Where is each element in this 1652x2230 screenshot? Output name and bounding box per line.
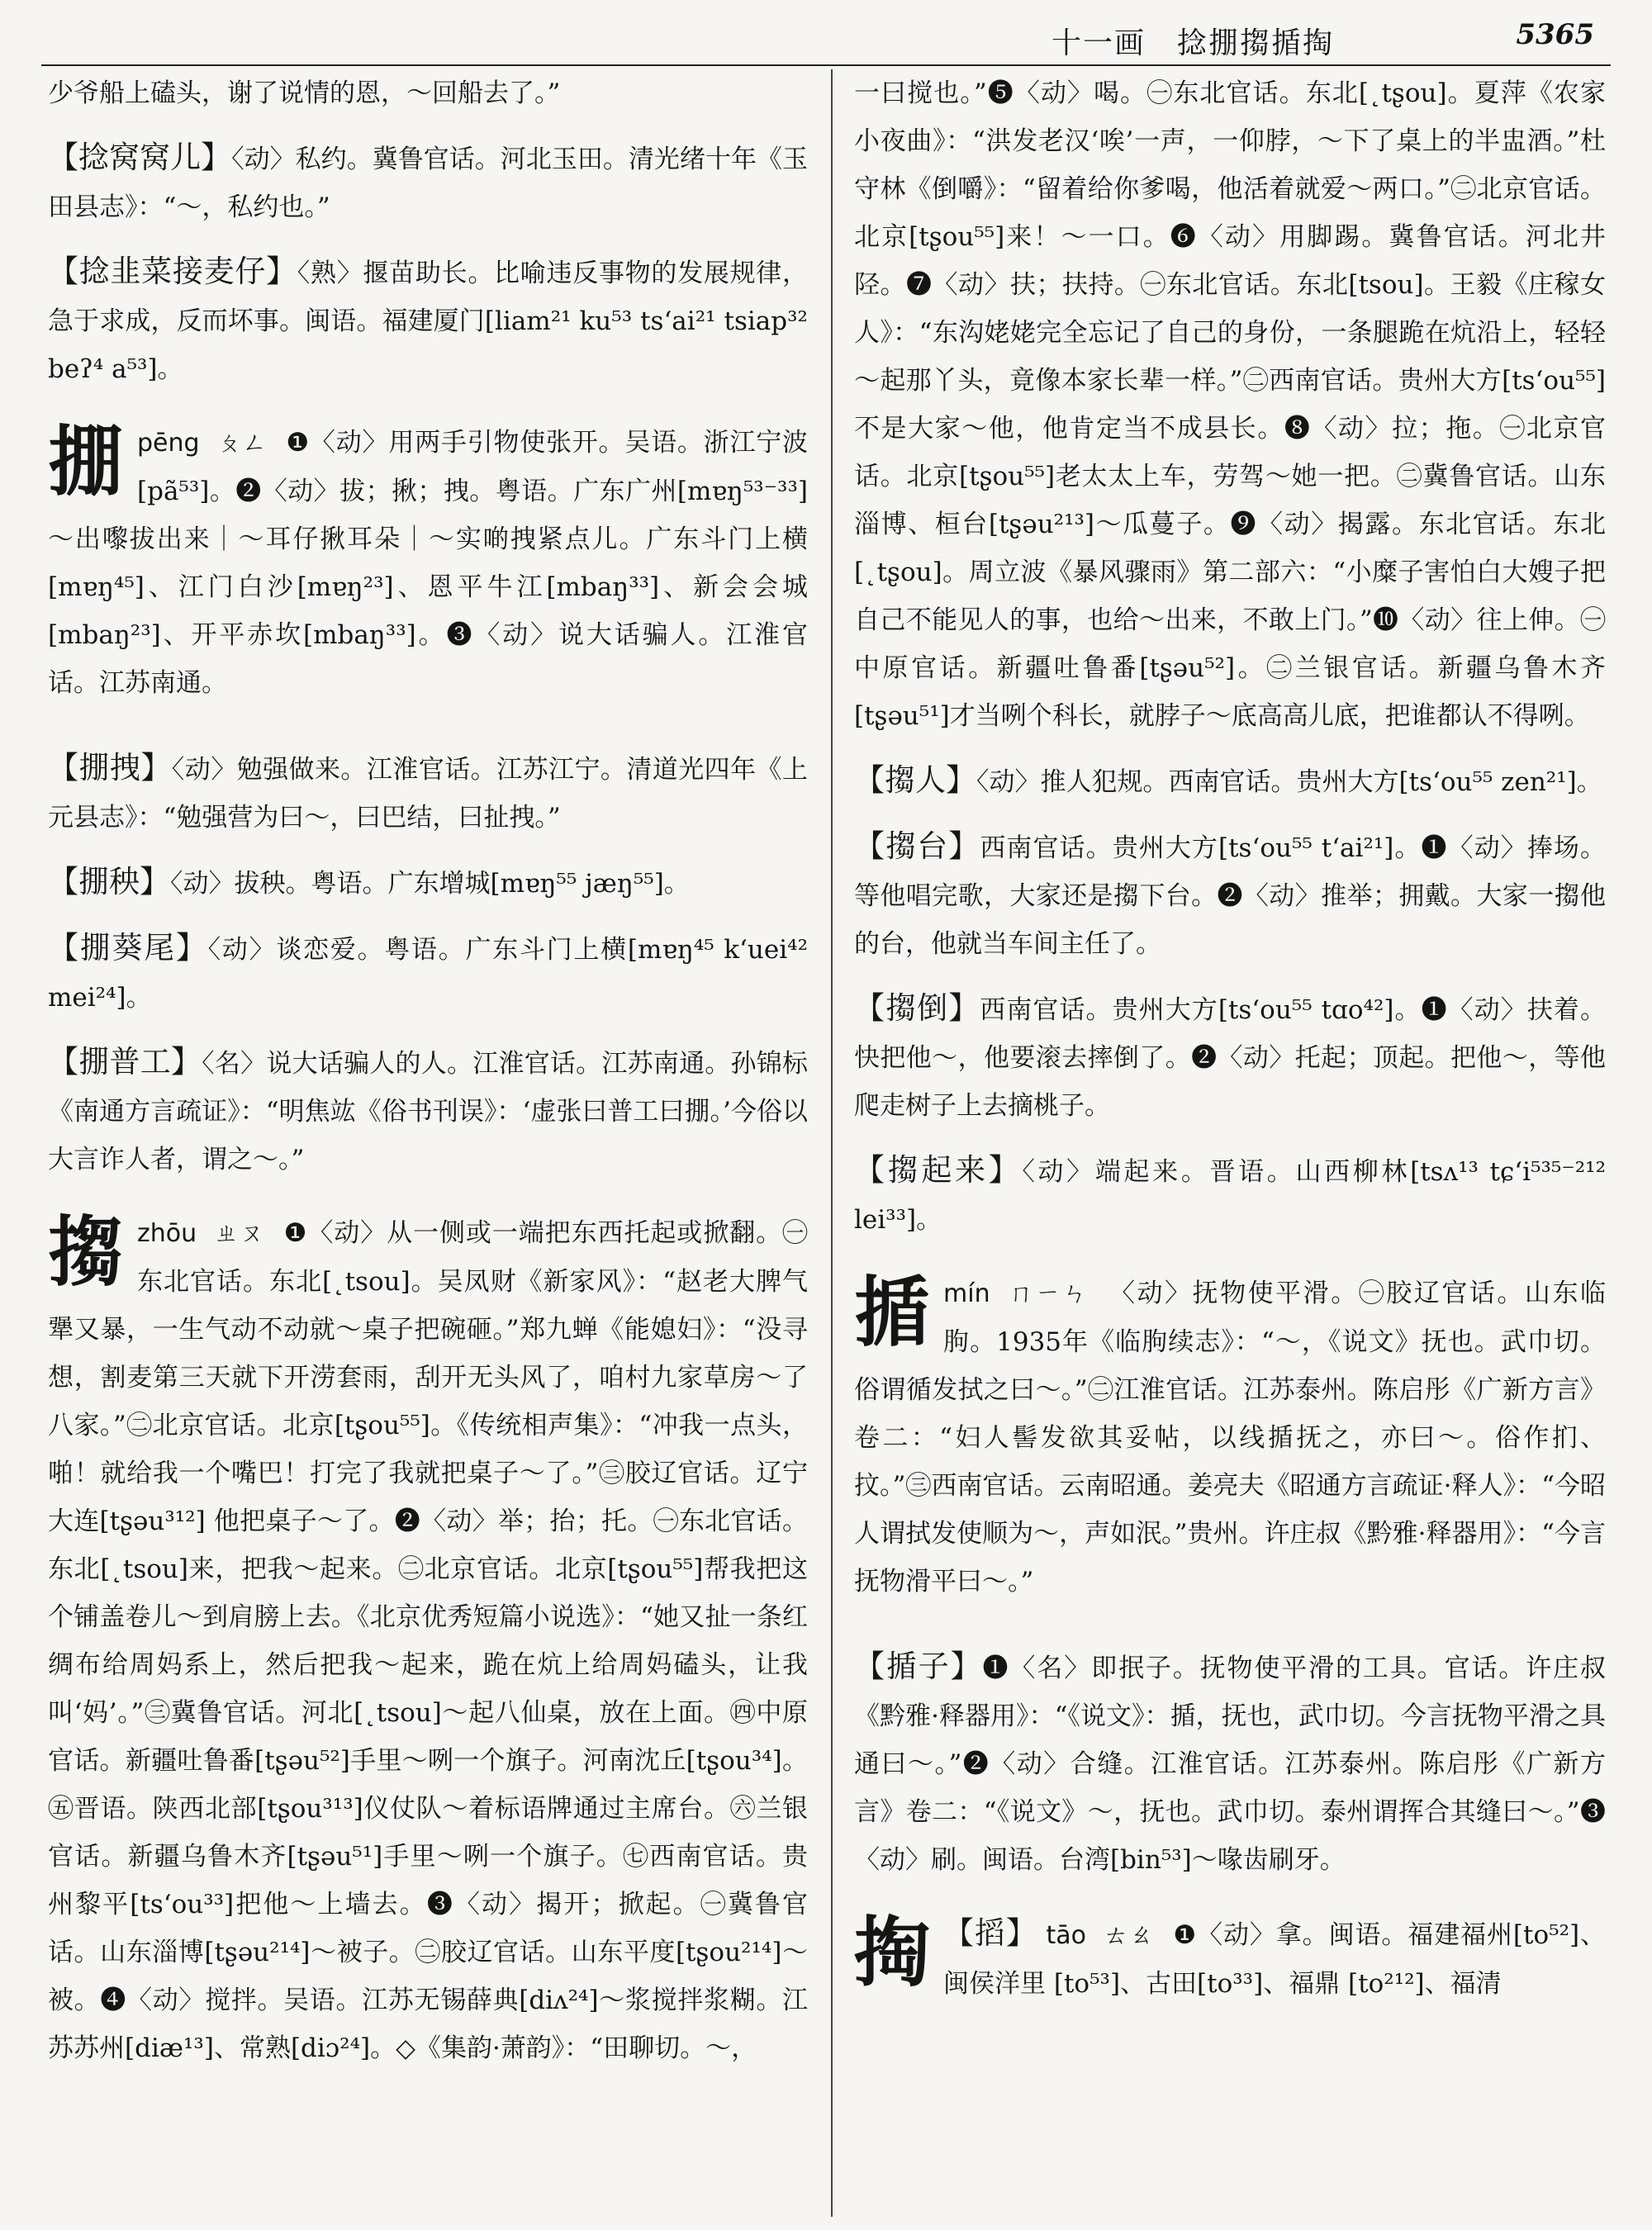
headword-entry-min: [854, 1269, 1606, 1631]
header-rule: [41, 64, 1611, 66]
headword-char: 揗: [854, 1268, 931, 1357]
left-column: [48, 69, 808, 2213]
entry-text: 〈动〉私约。冀鲁官话。河北玉田。清光绪十年《玉田县志》：“～，私约也。”: [48, 145, 808, 222]
headword-zhuyin: ㄊㄠ: [1103, 1921, 1155, 1950]
dictionary-entry: [854, 1146, 1606, 1244]
page-number: 5365: [1516, 18, 1594, 51]
headword-char: 掏: [854, 1908, 931, 1997]
headword-pinyin: zhōu: [137, 1219, 197, 1248]
entry-term: 【搊倒】: [854, 990, 980, 1026]
entry-text: 〈动〉勉强做来。江淮官话。江苏江宁。清道光四年《上元县志》：“勉强营为曰～，曰巴结，曰扯拽。”: [48, 755, 808, 833]
dictionary-entry: [854, 985, 1606, 1130]
variant-form: 【搯】: [943, 1915, 1037, 1951]
headword-pinyin: tāo: [1046, 1921, 1087, 1950]
headword-definition: ❶〈动〉用两手引物使张开。吴语。浙江宁波[pã⁵³]。❷〈动〉拔；揪；拽。粤语。广东广州[mɐŋ⁵³⁻³³]～出嚟拔出来｜～耳仔揪耳朵｜～实啲拽紧点儿。广东斗门上横[mɐŋ⁴⁵]、江门白沙[mɐŋ²³]、恩平牛江[mbaŋ³³]、新会会城 [mbaŋ²³]、开平赤坎[mbaŋ³³]。❸〈动〉说大话骗人。江淮官话。江苏南通。: [48, 428, 808, 698]
entry-text: 少爷船上磕头，谢了说情的恩，～回船去了。”: [48, 78, 561, 108]
entry-text: 〈动〉端起来。晋语。山西柳林[tsʌ¹³ tɕ‘i⁵³⁵⁻²¹² lei³³]。: [854, 1157, 1606, 1235]
continuation-text: [48, 69, 808, 117]
entry-term: 【掤拽】: [48, 750, 172, 785]
right-column: [854, 69, 1606, 2213]
headword-zhuyin: ㄓㄡ: [213, 1219, 265, 1248]
column-divider: [831, 69, 833, 2217]
headword-pinyin: mín: [943, 1279, 990, 1308]
headword-char: 掤: [48, 417, 125, 506]
entry-text: 〈动〉拔秧。粤语。广东增城[mɐŋ⁵⁵ jæŋ⁵⁵]。: [170, 869, 690, 899]
headword-entry-zhou: [48, 1209, 808, 2072]
dictionary-entry: [48, 924, 808, 1022]
headword-char: 搊: [48, 1208, 125, 1297]
headword-pinyin: pēng: [137, 429, 200, 458]
dictionary-entry: [854, 757, 1606, 806]
headword-entry-peng: [48, 419, 808, 733]
section-title: 十一画 捻掤搊揗掏: [1051, 26, 1334, 60]
headword-zhuyin: ㄆㄥ: [216, 429, 268, 458]
headword-entry-tao: [854, 1910, 1606, 2008]
dictionary-entry: [48, 134, 808, 231]
entry-term: 【搊台】: [854, 828, 980, 864]
page-header: [0, 0, 1652, 63]
entry-text: 〈动〉推人犯规。西南官话。贵州大方[ts‘ou⁵⁵ zen²¹]。: [976, 767, 1602, 797]
entry-text: 〈动〉谈恋爱。粤语。广东斗门上横[mɐŋ⁴⁵ k‘uei⁴² mei²⁴]。: [48, 935, 808, 1013]
entry-term: 【捻韭菜接麦仔】: [48, 254, 297, 289]
continuation-text: [854, 69, 1606, 740]
entry-text: 〈熟〉揠苗助长。比喻违反事物的发展规律，急于求成，反而坏事。闽语。福建厦门[liam²¹ ku⁵³ ts‘ai²¹ tsiap³² beʔ⁴ a⁵³]。: [48, 259, 808, 384]
headword-definition: ❶〈动〉从一侧或一端把东西托起或掀翻。㊀东北官话。东北[˛tsou]。吴凤财《新家风》：“赵老大脾气犟又暴，一生气动不动就～桌子把碗砸。”郑九蝉《能媳妇》：“没寻想，割麦第三天就下开涝套雨，刮开无头风了，咱村九家草房～了八家。”㊁北京官话。北京[tʂou⁵⁵]。《传统相声集》：“冲我一点头，啪！就给我一个嘴巴！打完了我就把桌子～了。”㊂胶辽官话。辽宁大连[tʂəu³¹²] 他把桌子～了。❷〈动〉举；抬；托。㊀东北官话。东北[˛tsou]来，把我～起来。㊁北京官话。北京[tʂou⁵⁵]帮我把这个铺盖卷儿～到肩膀上去。《北京优秀短篇小说选》：“她又扯一条红绸布给周妈系上，然后把我～起来，跪在炕上给周妈磕头，让我叫‘妈’。”㊂冀鲁官话。河北[˛tsou]～起八仙桌，放在上面。㊃中原官话。新疆吐鲁番[tʂəu⁵²]手里～咧一个旗子。河南沈丘[tʂou³⁴]。㊄晋语。陕西北部[tʂou³¹³]仪仗队～着标语牌通过主席台。㊅兰银官话。新疆乌鲁木齐[tʂəu⁵¹]手里～咧一个旗子。㊆西南官话。贵州黎平[ts‘ou³³]把他～上墙去。❸〈动〉揭开；掀起。㊀冀鲁官话。山东淄博[tʂəu²¹⁴]～被子。㊁胶辽官话。山东平度[tʂou²¹⁴]～被。❹〈动〉搅拌。吴语。江苏无锡薛典[diʌ²⁴]～浆搅拌浆糊。江苏苏州[diæ¹³]、常熟[diɔ²⁴]。◇《集韵·萧韵》：“田聊切。～，: [48, 1218, 808, 2063]
dictionary-entry: [854, 1643, 1606, 1884]
dictionary-entry: [48, 858, 808, 908]
dictionary-entry: [854, 823, 1606, 968]
entry-text: 〈名〉说大话骗人的人。江淮官话。江苏南通。孙锦标《南通方言疏证》：“明焦竑《俗书刊误》：‘虚张曰普工曰掤。’今俗以大言诈人者，谓之～。”: [48, 1049, 808, 1174]
dictionary-entry: [48, 744, 808, 842]
entry-text: 西南官话。贵州大方[ts‘ou⁵⁵ tɑo⁴²]。❶〈动〉扶着。快把他～，他要滚去摔倒了。❷〈动〉托起；顶起。把他～，等他爬走树子上去摘桃子。: [854, 995, 1606, 1121]
headword-definition: 〈动〉抚物使平滑。㊀胶辽官话。山东临朐。1935年《临朐续志》：“～，《说文》抚也。武巾切。俗谓循发拭之曰～。”㊁江淮官话。江苏泰州。陈启彤《广新方言》卷二：“妇人髻发欲其妥帖，以线揗抚之，亦曰～。俗作扪、抆。”㊂西南官话。云南昭通。姜亮夫《昭通方言疏证·释人》：“今昭人谓拭发使顺为～，声如泯。”贵州。许庄叔《黔雅·释器用》：“今言抚物滑平曰～。”: [854, 1279, 1606, 1597]
entry-term: 【搊人】: [854, 762, 976, 798]
headword-zhuyin: ㄇㄧㄣ: [1008, 1279, 1089, 1308]
entry-text: 一曰搅也。”❺〈动〉喝。㊀东北官话。东北[˛tʂou]。夏萍《农家小夜曲》：“洪发老汉‘唉’一声，一仰脖，～下了桌上的半盅酒。”杜守林《倒嚼》：“留着给你爹喝，他活着就爱～两口。”㊁北京官话。北京[tʂou⁵⁵]来！～一口。❻〈动〉用脚踢。冀鲁官话。河北井陉。❼〈动〉扶；扶持。㊀东北官话。东北[tsou]。王毅《庄稼女人》：“东沟姥姥完全忘记了自己的身份，一条腿跪在炕沿上，轻轻～起那丫头，竟像本家长辈一样。”㊁西南官话。贵州大方[ts‘ou⁵⁵]不是大家～他，他肯定当不成县长。❽〈动〉拉；拖。㊀北京官话。北京[tʂou⁵⁵]老太太上车，劳驾～她一把。㊁冀鲁官话。山东淄博、桓台[tʂəu²¹³]～瓜蔓子。❾〈动〉揭露。东北官话。东北[˛tʂou]。周立波《暴风骤雨》第二部六：“小糜子害怕白大嫂子把自己不能见人的事，也给～出来，不敢上门。”❿〈动〉往上伸。㊀中原官话。新疆吐鲁番[tʂəu⁵²]。㊁兰银官话。新疆乌鲁木齐[tʂəu⁵¹]才当咧个科长，就脖子～底高高儿底，把谁都认不得咧。: [854, 78, 1606, 731]
entry-term: 【揗子】: [854, 1649, 983, 1684]
entry-text: 西南官话。贵州大方[ts‘ou⁵⁵ t‘ai²¹]。❶〈动〉捧场。等他唱完歌，大家还是搊下台。❷〈动〉推举；拥戴。大家一搊他的台，他就当车间主任了。: [854, 833, 1606, 959]
entry-term: 【掤葵尾】: [48, 930, 208, 966]
entry-text: ❶〈名〉即抿子。抚物使平滑的工具。官话。许庄叔《黔雅·释器用》：“《说文》：揗，抚也，武巾切。今言抚物平滑之具通曰～。”❷〈动〉合缝。江淮官话。江苏泰州。陈启彤《广新方言》卷二：“《说文》～，抚也。武巾切。泰州谓挥合其缝曰～。”❸〈动〉刷。闽语。台湾[bin⁵³]～喙齿刷牙。: [854, 1654, 1606, 1875]
dictionary-entry: [48, 1038, 808, 1184]
entry-term: 【搊起来】: [854, 1152, 1023, 1188]
dictionary-entry: [48, 248, 808, 393]
entry-term: 【捻窝窝儿】: [48, 140, 232, 175]
headword-definition: ❶〈动〉拿。闽语。福建福州[to⁵²]、闽侯洋里 [to⁵³]、古田[to³³]、福鼎 [to²¹²]、福清: [943, 1920, 1606, 1999]
entry-term: 【掤秧】: [48, 864, 170, 899]
entry-term: 【掤普工】: [48, 1044, 202, 1079]
